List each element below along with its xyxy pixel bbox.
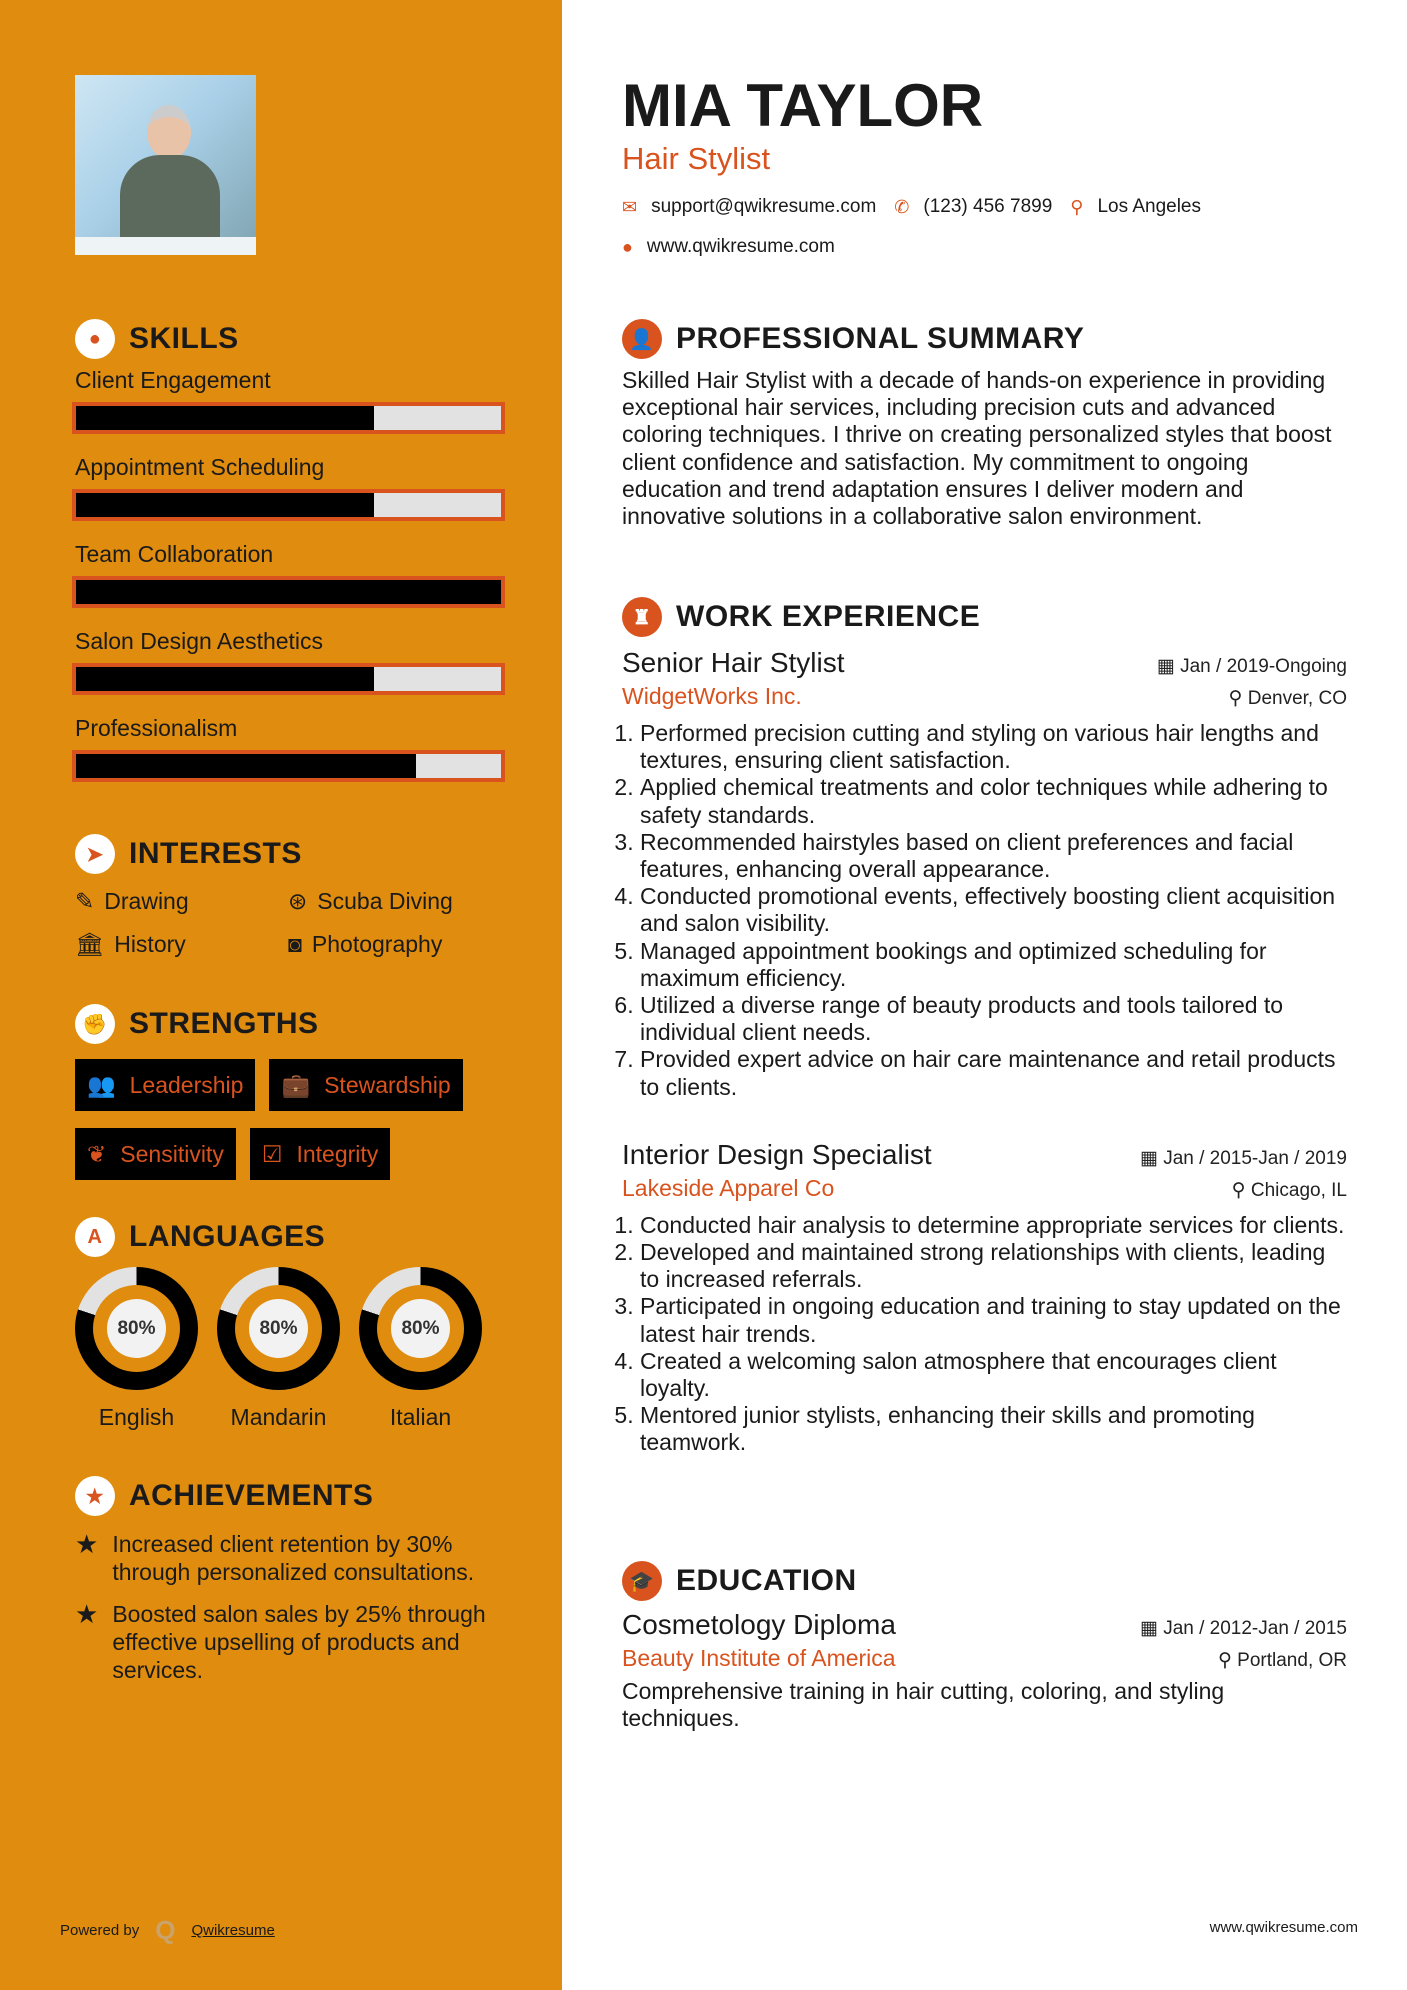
star-icon: ★	[75, 1529, 99, 1559]
museum-icon: 🏛	[75, 931, 105, 957]
calendar-icon: ▦	[1139, 1147, 1164, 1169]
globe-icon: ●	[622, 236, 633, 257]
achievement-item: ★ Boosted salon sales by 25% through effective upselling of products and services.	[75, 1599, 486, 1683]
skill-label: Salon Design Aesthetics	[75, 628, 324, 654]
interest-scuba: ⊛ Scuba Diving	[288, 888, 453, 914]
envelope-icon: ✉	[622, 196, 638, 217]
pin-icon: ⚲	[1228, 688, 1248, 709]
phone: (123) 456 7899	[923, 196, 1053, 217]
job-bullet: 7. Provided expert advice on hair care maintenance and retail products to clients.	[640, 1046, 1347, 1100]
skill-bar-fill	[76, 667, 374, 691]
job-bullet: 4. Conducted promotional events, effectively boosting client acquisition and salon visibility.	[640, 883, 1347, 937]
language-item: 80% Italian	[359, 1267, 482, 1431]
language-ring: 80%	[217, 1267, 340, 1390]
powered-by: Powered by Q Qwikresume	[60, 1915, 275, 1945]
interest-photography: ◙ Photography	[288, 931, 443, 957]
candidate-name: MIA TAYLOR	[622, 72, 984, 139]
language-ring: 80%	[359, 1267, 482, 1390]
pin-icon: ⚲	[1217, 1650, 1238, 1671]
language-ring: 80%	[75, 1267, 198, 1390]
education-section: 🎓 EDUCATION Cosmetology Diploma ▦ Jan / 2012-Jan / 2015 Beauty Institute of America ⚲ Portland, OR Comprehensive training in hair cutting, coloring, and styling techniques.	[622, 1561, 1347, 1732]
languages-section: A LANGUAGES 80% English 80% Mandarin 80% Italian	[75, 1217, 515, 1431]
job-bullet: 1. Conducted hair analysis to determine appropriate services for clients.	[640, 1212, 1347, 1239]
profile-photo	[75, 75, 256, 255]
lightbulb-icon: ●	[75, 319, 115, 359]
sidebar	[0, 0, 562, 1990]
strength-tag: ❦ Sensitivity	[75, 1128, 236, 1180]
summary-section: 👤 PROFESSIONAL SUMMARY Skilled Hair Stylist with a decade of hands-on experience in providing exceptional hair services, including precision cuts and advanced coloring techniques. I thrive on creating personalized styles that boost client confidence and satisfaction. My commitment to ongoing education and trend adaptation ensures I deliver modern and innovative solutions in a collaborative salon environment.	[622, 319, 1347, 530]
skill-label: Team Collaboration	[75, 541, 274, 567]
camera-icon: ◙	[288, 931, 302, 957]
interest-drawing: ✎ Drawing	[75, 888, 189, 914]
strength-tag: 💼 Stewardship	[269, 1059, 462, 1111]
job-entry: Interior Design Specialist ▦ Jan / 2015-Jan / 2019 Lakeside Apparel Co ⚲ Chicago, IL 1. Conducted hair analysis to determine appropriate services for clients. 2. Developed and maintained strong relationships with clients, leading to increased referrals. 3. Participated in ongoing education and training to stay updated on the latest hair trends. 4. Created a welcoming salon atmosphere that encourages client loyalty. 5. Mentored junior stylists, enhancing their skills and promoting teamwork.	[622, 1139, 1347, 1457]
work-section: ♜ WORK EXPERIENCE Senior Hair Stylist ▦ Jan / 2019-Ongoing WidgetWorks Inc. ⚲ Denver, CO 1. Performed precision cutting and styling on various hair lengths and textures, ensuring client satisfaction. 2. Applied chemical treatments and color techniques while adhering to safety standards. 3. Recommended hairstyles based on client preferences and facial features, enhancing overall appearance. 4. Conducted promotional events, effectively boosting client acquisition and salon visibility. 5. Managed appointment bookings and optimized scheduling for maximum efficiency. 6. Utilized a diverse range of beauty products and tools tailored to individual client needs. 7. Provided expert advice on hair care maintenance and retail products to clients. Interior Design Specialist ▦ Jan / 2015-Jan / 2019 Lakeside Apparel Co ⚲ Chicago, IL 1. Conducted hair analysis to determine appropriate services for clients. 2. Developed and maintained strong relationships with clients, leading to increased referrals. 3. Participated in ongoing education and training to stay updated on the latest hair trends. 4. Created a welcoming salon atmosphere that encourages client loyalty. 5. Mentored junior stylists, enhancing their skills and promoting teamwork.	[622, 597, 1347, 1457]
job-bullet: 5. Mentored junior stylists, enhancing their skills and promoting teamwork.	[640, 1402, 1347, 1456]
pencil-icon: ✎	[75, 888, 95, 914]
phone-icon: ✆	[894, 196, 910, 217]
map-marker-icon: ⚲	[1070, 196, 1084, 217]
skill-bar-fill	[76, 580, 501, 604]
users-icon: 👥	[87, 1071, 116, 1098]
star-icon: ★	[75, 1599, 99, 1629]
check-square-icon: ☑	[261, 1140, 283, 1167]
language-icon: A	[75, 1217, 115, 1257]
strength-tag: 👥 Leadership	[75, 1059, 255, 1111]
interest-history: 🏛 History	[75, 931, 186, 957]
graduate-icon: 🎓	[622, 1561, 662, 1601]
skill-bar-fill	[76, 754, 416, 778]
pin-icon: ⚲	[1231, 1179, 1251, 1201]
website-link[interactable]: www.qwikresume.com	[646, 236, 835, 257]
star-icon: ★	[75, 1476, 115, 1516]
job-entry: Senior Hair Stylist ▦ Jan / 2019-Ongoing WidgetWorks Inc. ⚲ Denver, CO 1. Performed precision cutting and styling on various hair lengths and textures, ensuring client satisfaction. 2. Applied chemical treatments and color techniques while adhering to safety standards. 3. Recommended hairstyles based on client preferences and facial features, enhancing overall appearance. 4. Conducted promotional events, effectively boosting client acquisition and salon visibility. 5. Managed appointment bookings and optimized scheduling for maximum efficiency. 6. Utilized a diverse range of beauty products and tools tailored to individual client needs. 7. Provided expert advice on hair care maintenance and retail products to clients.	[622, 647, 1347, 1101]
skill-label: Professionalism	[75, 715, 238, 741]
skill-bar	[72, 489, 505, 521]
strength-tag: ☑ Integrity	[250, 1128, 390, 1180]
skills-section	[75, 319, 505, 802]
briefcase-icon: 💼	[281, 1071, 311, 1098]
paper-plane-icon: ➤	[75, 834, 115, 874]
skills-heading: ● SKILLS	[75, 319, 505, 359]
skill-bar-fill	[76, 493, 374, 517]
location: Los Angeles	[1097, 196, 1201, 217]
job-bullet: 2. Applied chemical treatments and color techniques while adhering to safety standards.	[640, 774, 1347, 828]
summary-text: Skilled Hair Stylist with a decade of hands-on experience in providing exceptional hair services, including precision cuts and advanced coloring techniques. I thrive on creating personalized styles that boost client confidence and satisfaction. My commitment to ongoing education and trend adaptation ensures I deliver modern and innovative solutions in a collaborative salon environment.	[622, 367, 1332, 530]
email-link[interactable]: support@qwikresume.com	[651, 196, 877, 217]
achievements-section: ★ ACHIEVEMENTS ★ Increased client retention by 30% through personalized consultations. ★ Boosted salon sales by 25% through effective upselling of products and services.	[75, 1476, 515, 1684]
qwikresume-logo-icon: Q	[155, 1915, 176, 1945]
life-ring-icon: ⊛	[288, 888, 308, 914]
leaf-icon: ❦	[87, 1140, 107, 1167]
user-icon: 👤	[622, 319, 662, 359]
job-bullet: 3. Recommended hairstyles based on client preferences and facial features, enhancing overall appearance.	[640, 829, 1347, 883]
job-bullet: 1. Performed precision cutting and styling on various hair lengths and textures, ensuring client satisfaction.	[640, 720, 1347, 774]
header	[622, 72, 1347, 258]
job-bullet: 2. Developed and maintained strong relationships with clients, leading to increased referrals.	[640, 1239, 1347, 1293]
qwikresume-link[interactable]: Qwikresume	[191, 1922, 275, 1939]
job-bullet: 3. Participated in ongoing education and training to stay updated on the latest hair trends.	[640, 1293, 1347, 1347]
strengths-section: ✊ STRENGTHS 👥 Leadership 💼 Stewardship ❦ Sensitivity ☑ Integrity	[75, 1004, 515, 1180]
language-item: 80% Mandarin	[217, 1267, 340, 1431]
language-item: 80% English	[75, 1267, 198, 1431]
job-bullet: 5. Managed appointment bookings and optimized scheduling for maximum efficiency.	[640, 938, 1347, 992]
job-bullet: 6. Utilized a diverse range of beauty products and tools tailored to individual client needs.	[640, 992, 1347, 1046]
job-title: Hair Stylist	[622, 141, 771, 176]
calendar-icon: ▦	[1139, 1618, 1164, 1639]
skill-bar-fill	[76, 406, 374, 430]
job-bullet: 4. Created a welcoming salon atmosphere that encourages client loyalty.	[640, 1348, 1347, 1402]
skill-label: Client Engagement	[75, 367, 271, 393]
skill-bar	[72, 750, 505, 782]
skill-bar	[72, 402, 505, 434]
skill-bar	[72, 576, 505, 608]
skill-label: Appointment Scheduling	[75, 454, 325, 480]
achievement-item: ★ Increased client retention by 30% through personalized consultations.	[75, 1529, 475, 1585]
skill-bar	[72, 663, 505, 695]
fist-icon: ✊	[75, 1004, 115, 1044]
chair-icon: ♜	[622, 597, 662, 637]
interests-section: ➤ INTERESTS ✎ Drawing ⊛ Scuba Diving 🏛 History ◙ Photography	[75, 834, 515, 958]
footer-website[interactable]: www.qwikresume.com	[1209, 1919, 1358, 1936]
calendar-icon: ▦	[1156, 656, 1181, 677]
